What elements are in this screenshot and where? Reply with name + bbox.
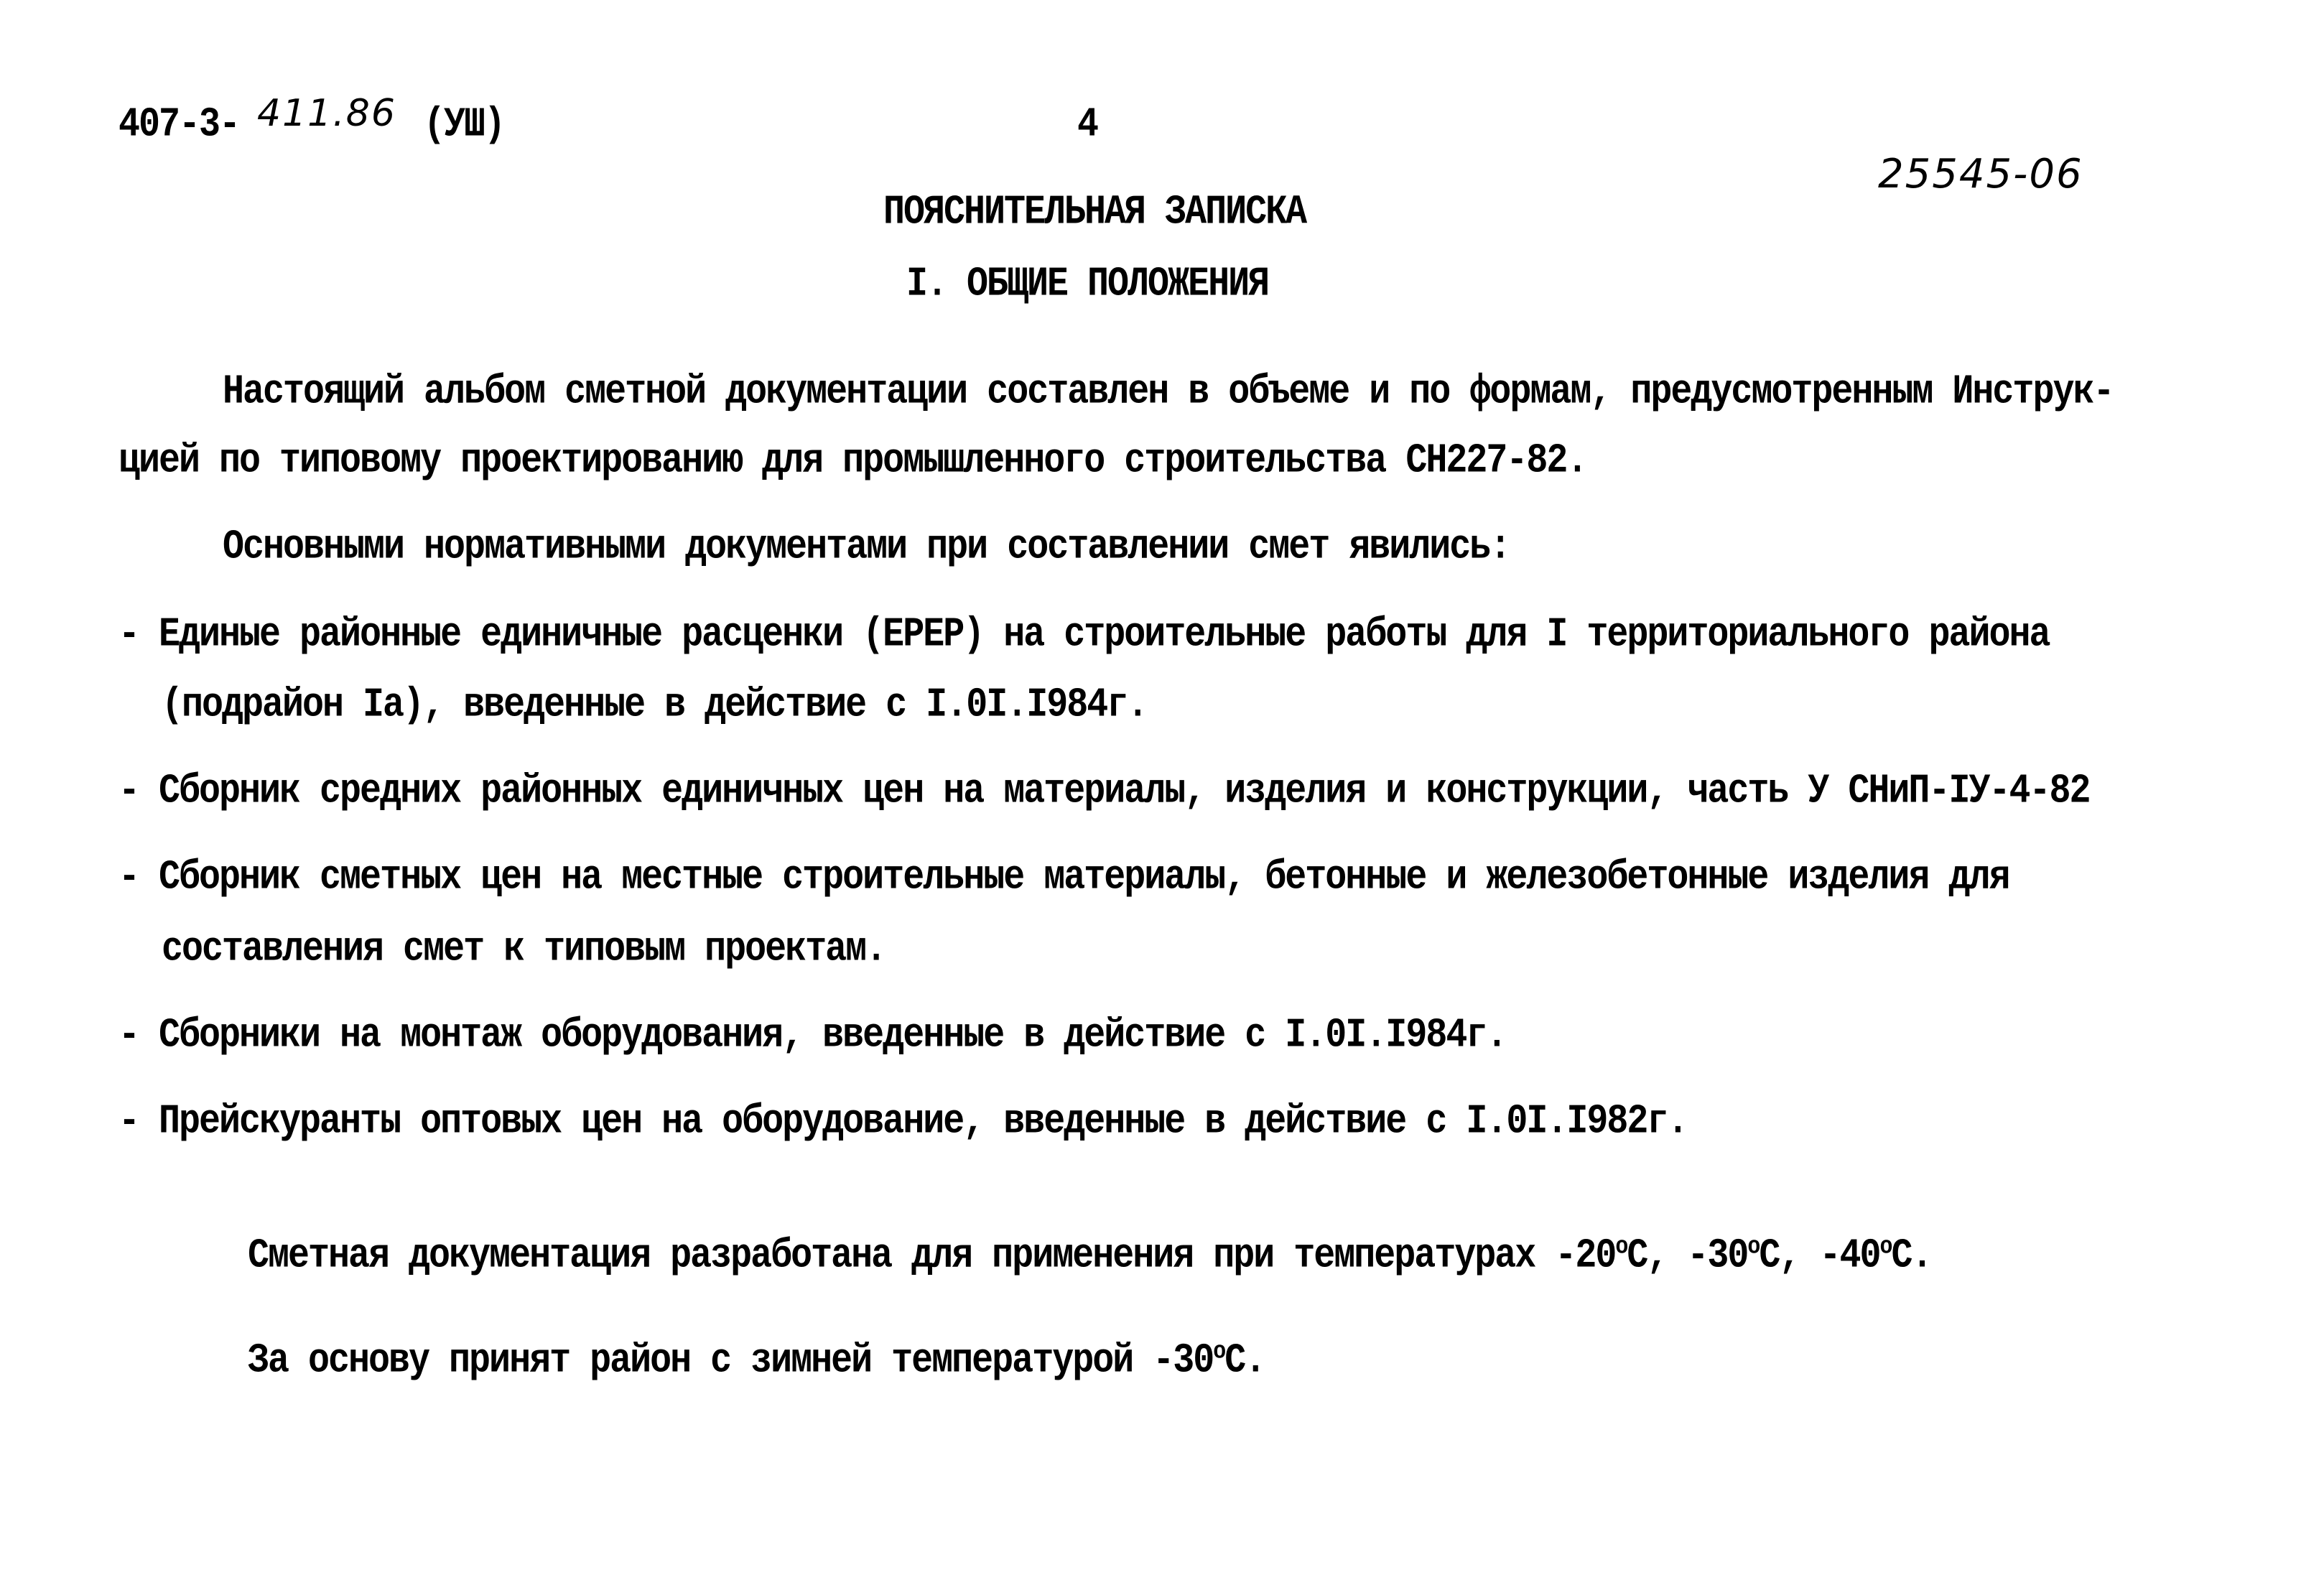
temperature-line-text: Сметная документация разработана для применения при температурах (248, 1232, 1556, 1280)
base-temperature-text: За основу принят район с зимней температурой (248, 1337, 1153, 1385)
volume-label: (УШ) (424, 101, 505, 149)
degree-sign: o (1213, 1337, 1225, 1367)
unit: С (1759, 1232, 1780, 1280)
degree-sign: o (1615, 1232, 1627, 1262)
degree-sign: o (1879, 1232, 1892, 1262)
temp-value-3: -40 (1819, 1232, 1880, 1280)
inventory-number: 25545-06 (1878, 151, 2083, 198)
page-number: 4 (1077, 101, 1098, 149)
list-item-continuation: составления смет к типовым проектам. (162, 926, 886, 973)
page-title: ПОЯСНИТЕЛЬНАЯ ЗАПИСКА (883, 189, 1306, 236)
unit: С (1891, 1232, 1912, 1280)
temp-value-2: -30 (1687, 1232, 1748, 1280)
list-item-continuation: (подрайон Iа), введенные в действие с I.0I.I984г. (162, 682, 1148, 729)
list-item: - Сборник сметных цен на местные строительные материалы, бетонные и железобетонные изделия для (118, 854, 2009, 901)
unit: С (1224, 1337, 1245, 1385)
doc-code-printed: 407-3- (118, 101, 240, 149)
section-title: I. ОБЩИЕ ПОЛОЖЕНИЯ (906, 261, 1269, 308)
list-item: - Прейскуранты оптовых цен на оборудование, введенные в действие с I.0I.I982г. (118, 1098, 1688, 1146)
unit: С (1627, 1232, 1647, 1280)
temp-value-1: -20 (1555, 1232, 1616, 1280)
doc-code-handwritten: 411.86 (257, 92, 396, 135)
base-temperature-line: За основу принят район с зимней температурой -30$^o$С. (248, 1337, 1265, 1385)
list-item: - Единые районные единичные расценки (ЕРЕР) на строительные работы для I территориального района (118, 611, 2050, 659)
paragraph-intro-line1: Настоящий альбом сметной документации составлен в объеме и по формам, предусмотренным Инструк- (223, 368, 2114, 416)
paragraph-intro-line2: цией по типовому проектированию для промышленного строительства СН227-82. (118, 437, 1587, 485)
temperature-line: Сметная документация разработана для применения при температурах -20$^o$С, -30$^o$С, -40$^o$С. (248, 1232, 1932, 1280)
sources-heading: Основными нормативными документами при составлении смет явились: (223, 524, 1510, 571)
list-item: - Сборники на монтаж оборудования, введенные в действие с I.0I.I984г. (118, 1012, 1507, 1059)
list-item: - Сборник средних районных единичных цен на материалы, изделия и конструкции, часть У СНиП-IУ-4-82 (118, 768, 2090, 815)
degree-sign: o (1747, 1232, 1760, 1262)
base-temp-value: -30 (1153, 1337, 1214, 1385)
